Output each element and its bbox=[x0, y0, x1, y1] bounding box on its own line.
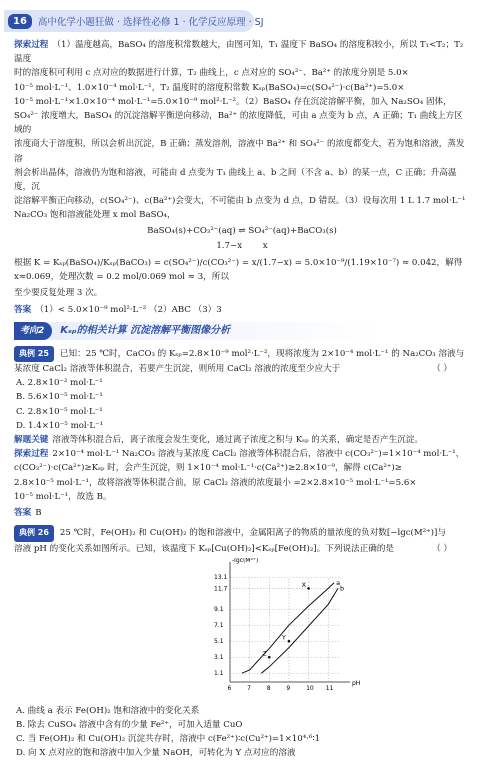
answer-label: 答案 bbox=[14, 508, 32, 519]
answer-text: （1）< 5.0×10⁻⁹ mol²·L⁻² （2）ABC （3）3 bbox=[35, 304, 222, 315]
x-tick-label: 9 bbox=[286, 684, 291, 692]
x-tick-label: 6 bbox=[227, 684, 232, 692]
analysis-line: 2.8×10⁻⁵ mol·L⁻¹，故将溶液等体积混合前，原 CaCl₂ 溶液的浓度最小 =2×2.8×10⁻⁵ mol·L⁻¹=5.6× bbox=[14, 477, 417, 488]
calc-line: 根据 K = Kₛₚ(BaSO₄)/Kₛₚ(BaCO₃) = c(SO₄²⁻)/c(CO₃²⁻) = x/(1.7−x) = 5.0×10⁻⁹/(1.19×10⁻⁷) ≈ 0.042，解得 x≈0.069，处理次数 = 0.2 mol/0.069 mol ≈ 3，所以 bbox=[14, 258, 463, 283]
series-label-b: b bbox=[340, 584, 345, 593]
y-tick-label: 7.1 bbox=[214, 621, 224, 629]
page-number: 16 bbox=[8, 14, 32, 29]
analysis-line: 10⁻⁵ mol·L⁻¹×1.0×10⁻⁴ mol·L⁻¹=5.0×10⁻⁹ mol²·L⁻²。（2）BaSO₄ 存在沉淀溶解平衡，加入 Na₂SO₄ 固体， bbox=[14, 96, 452, 107]
option-b: B. 5.6×10⁻⁵ mol·L⁻¹ bbox=[16, 392, 103, 403]
question-stem: 典例 25 已知：25 ℃时，CaCO₃ 的 Kₛₚ=2.8×10⁻⁹ mol²·L⁻²，现将浓度为 2×10⁻⁴ mol·L⁻¹ 的 Na₂CO₃ 溶液与 bbox=[14, 346, 470, 362]
y-axis-label: -lgc(M²⁺) bbox=[232, 557, 259, 564]
option-d: D. 向 X 点对应的饱和溶液中加入少量 NaOH，可转化为 Y 点对应的溶液 bbox=[16, 748, 296, 759]
y-tick-label: 13.1 bbox=[214, 573, 228, 581]
point-y bbox=[288, 640, 291, 643]
point-label-y: Y bbox=[281, 633, 286, 642]
point-z bbox=[268, 656, 271, 659]
series-label-a: a bbox=[336, 578, 341, 587]
solubility-chart bbox=[202, 558, 362, 700]
answer-label: 答案 bbox=[14, 304, 32, 315]
chart-svg bbox=[202, 558, 362, 700]
example-badge: 典例 26 bbox=[14, 525, 54, 541]
option-c: C. 2.8×10⁻⁵ mol·L⁻¹ bbox=[16, 406, 103, 417]
calc-line: 至少要反复处理 3 次。 bbox=[14, 288, 103, 299]
y-tick-label: 1.1 bbox=[214, 669, 224, 677]
analysis-label: 探索过程 bbox=[14, 449, 49, 460]
question-stem: 某浓度 CaCl₂ 溶液等体积混合，若要产生沉淀，则所用 CaCl₂ 溶液的浓度至少应大于 （ ） bbox=[14, 362, 470, 376]
topic-banner bbox=[14, 322, 470, 340]
analysis-line: 探索过程 2×10⁻⁴ mol·L⁻¹ Na₂CO₃ 溶液与某浓度 CaCl₂ 溶液等体积混合后，溶液中 c(CO₃²⁻)=1×10⁻⁴ mol·L⁻¹， bbox=[14, 449, 465, 460]
example-badge: 典例 25 bbox=[14, 346, 54, 362]
x-tick-label: 10 bbox=[306, 684, 314, 692]
point-label-z: Z bbox=[262, 649, 267, 658]
question-stem: 溶液 pH 的变化关系如图所示。已知，该温度下 Kₛₚ[Cu(OH)₂]<Kₛₚ[Fe(OH)₂]。下列说法正确的是 （ ） bbox=[14, 542, 470, 556]
analysis-label: 探索过程 bbox=[14, 40, 49, 50]
key-label: 解题关键 bbox=[14, 435, 49, 446]
analysis-line: 10⁻⁵ mol·L⁻¹、1.0×10⁻⁴ mol·L⁻¹，T₂ 温度时的溶度积常数 Kₛₚ(BaSO₄)=c(SO₄²⁻)·c(Ba²⁺)=5.0× bbox=[14, 82, 405, 93]
topic-tag: 考向2 bbox=[14, 322, 52, 340]
analysis-line: SO₄²⁻ 浓度增大，BaSO₄ 的沉淀溶解平衡逆向移动，Ba²⁺ 的浓度降低，可由 a 点变为 b 点，A 正确；T₁ 曲线上方区域的 bbox=[14, 111, 463, 136]
point-label-x: X bbox=[301, 580, 307, 589]
analysis-line: 浓度商大于溶度积，所以会析出沉淀，B 正确；蒸发溶剂，溶液中 Ba²⁺ 和 SO₄²⁻ 的浓度都变大，若为饱和溶液，蒸发溶 bbox=[14, 139, 465, 164]
analysis-line: c(CO₃²⁻)·c(Ca²⁺)≥Kₛₚ 时，会产生沉淀，则 1×10⁻⁴ mol·L⁻¹·c(Ca²⁺)≥2.8×10⁻⁹，解得 c(Ca²⁺)≥ bbox=[14, 463, 402, 474]
y-tick-label: 11.7 bbox=[214, 585, 228, 593]
option-d: D. 1.4×10⁻⁵ mol·L⁻¹ bbox=[16, 420, 104, 431]
x-axis-label: pH bbox=[352, 679, 361, 687]
series-line-a bbox=[242, 580, 334, 673]
header-title: 高中化学小题狂做 · 选择性必修 1 · 化学反应原理 · SJ bbox=[37, 17, 264, 28]
topic-title: Kₛₚ的相关计算 沉淀溶解平衡图像分析 bbox=[60, 324, 231, 336]
page-header bbox=[4, 10, 264, 32]
answer-text: B bbox=[35, 508, 42, 519]
analysis-line: 时的溶度积可利用 c 点对应的数据进行计算，T₂ 曲线上，c 点对应的 SO₄²⁻、Ba²⁺ 的浓度分别是 5.0× bbox=[14, 68, 409, 79]
point-x bbox=[307, 587, 310, 590]
y-tick-label: 5.1 bbox=[214, 637, 224, 645]
x-tick-label: 8 bbox=[266, 684, 271, 692]
y-tick-label: 3.1 bbox=[214, 653, 224, 661]
question-stem: 典例 26 25 ℃时，Fe(OH)₂ 和 Cu(OH)₂ 的饱和溶液中，金属阳离子的物质的量浓度的负对数[−lgc(M²⁺)]与 bbox=[14, 525, 470, 541]
x-tick-label: 7 bbox=[247, 684, 251, 692]
answer-blank: （ ） bbox=[432, 543, 452, 554]
option-b: B. 除去 CuSO₄ 溶液中含有的少量 Fe²⁺，可加入适量 CuO bbox=[16, 719, 243, 730]
x-tick-label: 11 bbox=[325, 684, 334, 692]
answer-line bbox=[14, 506, 470, 520]
analysis-line: Na₂CO₃ 饱和溶液能处理 x mol BaSO₄， bbox=[14, 210, 176, 221]
option-c: C. 当 Fe(OH)₂ 和 Cu(OH)₂ 沉淀共存时，溶液中 c(Fe²⁺)∶c(Cu²⁺)=1×10⁴·⁶∶1 bbox=[16, 734, 321, 745]
analysis-line: 剂会析出晶体，溶液仍为饱和溶液，可能由 d 点变为 T₁ 曲线上 a、b 之间（不含 a、b）的某一点，C 正确；升高温度，沉 bbox=[14, 167, 457, 193]
analysis-line: 淀溶解平衡正向移动，c(SO₄²⁻)、c(Ba²⁺)会变大，不可能由 b 点变为 d 点，D 错误。（3）设每次用 1 L 1.7 mol·L⁻¹ bbox=[14, 196, 466, 207]
y-tick-label: 9.1 bbox=[214, 605, 224, 613]
series-line-b bbox=[261, 588, 338, 673]
answer-line bbox=[14, 303, 470, 317]
reaction-equation: BaSO₄(s)+CO₃²⁻(aq) ⇌ SO₄²⁻(aq)+BaCO₃(s) bbox=[147, 225, 337, 236]
key-point: 解题关键 溶液等体积混合后，离子浓度会发生变化，通过离子浓度之积与 Kₛₚ 的关系，确定是否产生沉淀。 bbox=[14, 435, 423, 446]
page-content bbox=[14, 38, 470, 761]
equation-values: 1.7−x x bbox=[216, 240, 268, 251]
option-a: A. 曲线 a 表示 Fe(OH)₂ 饱和溶液中的变化关系 bbox=[16, 705, 200, 716]
option-a: A. 2.8×10⁻² mol·L⁻¹ bbox=[16, 378, 103, 389]
answer-blank: （ ） bbox=[432, 364, 452, 375]
analysis-line: 10⁻⁵ mol·L⁻¹，故选 B。 bbox=[14, 491, 112, 502]
analysis-line: 探索过程 （1）温度越高，BaSO₄ 的溶度积常数越大，由图可知，T₁ 温度下 BaSO₄ 的溶度积较小，所以 T₁<T₂；T₂ 温度 bbox=[14, 40, 464, 65]
